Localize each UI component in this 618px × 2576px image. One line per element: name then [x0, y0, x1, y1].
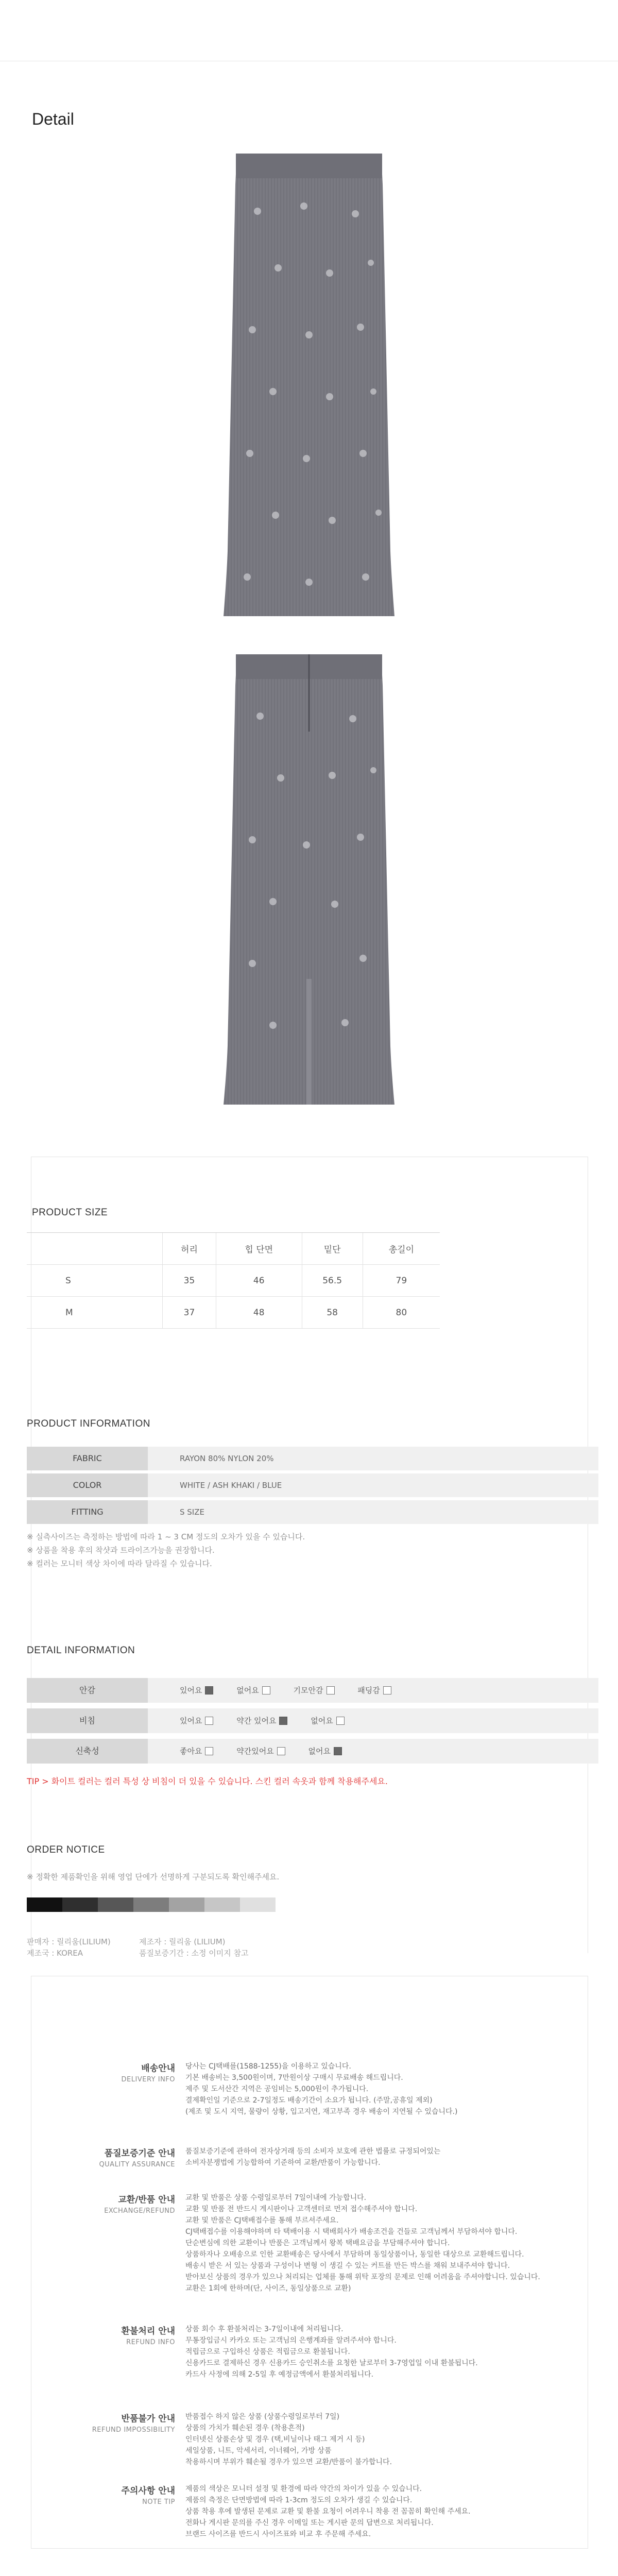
brand-info-left: 판매자 : 릴리움(LILIUM) 제조국 : KOREA [27, 1937, 111, 1958]
table-header-cell: 밑단 [302, 1233, 363, 1265]
table-cell: 79 [363, 1265, 440, 1297]
detail-title: Detail [32, 110, 74, 128]
option-item: 좋아요 [180, 1739, 213, 1764]
table-header-cell: 허리 [163, 1233, 216, 1265]
info-label: COLOR [27, 1473, 148, 1497]
detail-label: 신축성 [27, 1739, 148, 1764]
guide-text: 상품 회수 후 환불처리는 3-7일이내에 처리됩니다. 무통장입금시 카카오 또는 고객님의 은행계좌를 알려주셔야 합니다. 적립금으로 구입하신 상품은 적립금으로 환불됩니다. 신용카드로 결제하신 경우 신용카드 승인취소를 요청한 날로부터 3-7영업일 이내 환불됩니다. 카드사 사정에 의해 2-5일 후 예정금액에서 환불처리됩니다. [185, 2325, 478, 2379]
product-information-title: PRODUCT INFORMATION [27, 1418, 150, 1429]
table-cell: 35 [163, 1265, 216, 1297]
checkbox-checked-icon[interactable] [205, 1686, 213, 1694]
brand-info-right: 제조자 : 릴리움 (LILIUM) 품질보증기간 : 소정 이미지 참고 [139, 1937, 249, 1958]
table-cell: 46 [216, 1265, 302, 1297]
guide-heading: 반품불가 안내 [121, 2414, 175, 2424]
table-cell: 58 [302, 1297, 363, 1329]
table-row [27, 1233, 440, 1265]
checkbox-icon[interactable] [336, 1717, 345, 1725]
size-table [27, 1232, 440, 1329]
stretch-row [27, 1739, 598, 1764]
guide-heading: 교환/반품 안내 [118, 2195, 175, 2205]
stretch-options [148, 1739, 598, 1764]
info-value: RAYON 80% NYLON 20% [148, 1447, 598, 1470]
table-cell: 48 [216, 1297, 302, 1329]
checkbox-checked-icon[interactable] [279, 1717, 287, 1725]
table-cell: S [27, 1265, 163, 1297]
info-label: FABRIC [27, 1447, 148, 1470]
table-cell: 56.5 [302, 1265, 363, 1297]
order-notice-title: ORDER NOTICE [27, 1844, 105, 1855]
option-item: 기모안감 [294, 1678, 335, 1703]
guide-heading: 주의사항 안내 [121, 2486, 175, 2496]
table-cell: 80 [363, 1297, 440, 1329]
color-swatch [204, 1897, 240, 1912]
checkbox-icon[interactable] [205, 1747, 213, 1755]
sheerness-options [148, 1708, 598, 1733]
detail-label: 안감 [27, 1678, 148, 1703]
info-value: WHITE / ASH KHAKI / BLUE [148, 1473, 598, 1497]
skirt-back-photo [175, 649, 443, 1113]
color-row [27, 1473, 598, 1497]
option-item: 없어요 [308, 1739, 342, 1764]
guide-subheading: REFUND INFO [126, 2338, 175, 2346]
guide-subheading: REFUND IMPOSSIBILITY [92, 2426, 175, 2434]
color-swatch [27, 1897, 62, 1912]
info-value: S SIZE [148, 1500, 598, 1524]
option-item: 있어요 [180, 1708, 213, 1733]
table-row [27, 1297, 440, 1329]
guide-text: 제품의 색상은 모니터 설정 및 환경에 따라 약간의 차이가 있을 수 있습니다. 제품의 측정은 단면방법에 따라 1-3cm 정도의 오차가 생길 수 있습니다. 상품 착용 후에 발생된 문제로 교환 및 환불 요청이 어려우니 착용 전 꼼꼼히 확인해 주세요. 전화나 게시판 문의를 주신 경우 이메일 또는 게시판 문의 답변으로 처리됩니다. 브랜드 사이즈를 반드시 사이즈표와 비교 후 주문해 주세요. [185, 2485, 471, 2538]
guide-heading: 환불처리 안내 [121, 2326, 175, 2336]
guide-text: 반품접수 하지 않은 상품 (상품수령일로부터 7일) 상품의 가치가 훼손된 경우 (착용흔적) 인터넷신 상품손상 및 경우 (택,비닐이나 태그 제거 시 등) 세일상품, 니트, 악세서리, 이너웨어, 가방 상품 착용하시며 부위가 훼손될 경우가 있으면 교환/반품이 불가합니다. [185, 2413, 392, 2466]
table-header-cell [27, 1233, 163, 1265]
guide-text: 교환 및 반품은 상품 수령일로부터 7일이내에 가능합니다. 교환 및 반품 전 반드시 게시판이나 고객센터로 먼저 접수해주셔야 합니다. 교환 및 반품은 CJ택배접수를 통해 부르셔주세요. CJ택배접수를 이용해야하며 타 택배이용 시 택배회사가 배송조건을 건들로 고객님께서 부담하셔야 합니다. 단순변심에 의한 교환이나 반품은 고객님께서 왕복 택배요금을 부담해주셔야 합니다. 상품하자나 오배송으로 인한 교환배송은 당사에서 부담하며 동일상품이나, 동일한 대상으로 교환해드립니다. 배송시 받은 서 있는 상품과 구성이나 변형 이 생길 수 있는 커트를 만든 박스를 채워 보내주셔야 합니다. 받아보신 상품의 경우가 있으나 처리되는 업체를 통해 위탁 포장의 문제로 인해 어려움을 주셔야합니다. 있습니다. 교환은 1회에 한하며(단, 사이즈, 동일상품으로 교환) [185, 2194, 540, 2293]
checkbox-icon[interactable] [205, 1717, 213, 1725]
lining-row [27, 1678, 598, 1703]
table-row [27, 1265, 440, 1297]
guide-subheading: NOTE TIP [142, 2498, 175, 2506]
table-header-cell: 총길이 [363, 1233, 440, 1265]
option-item: 없어요 [311, 1708, 344, 1733]
color-swatch [133, 1897, 169, 1912]
table-cell: M [27, 1297, 163, 1329]
guide-subheading: EXCHANGE/REFUND [104, 2207, 175, 2215]
table-cell: 37 [163, 1297, 216, 1329]
option-item: 약간 있어요 [236, 1708, 287, 1733]
table-header-cell: 힙 단면 [216, 1233, 302, 1265]
info-notes [27, 1530, 305, 1570]
option-item: 약간있어요 [236, 1739, 285, 1764]
checkbox-icon[interactable] [327, 1686, 335, 1694]
checkbox-icon[interactable] [277, 1747, 285, 1755]
fitting-row [27, 1500, 598, 1524]
note-line: ※ 컬러는 모니터 색상 차이에 따라 달라질 수 있습니다. [27, 1559, 212, 1568]
option-item: 패딩감 [357, 1678, 391, 1703]
option-item: 없어요 [236, 1678, 270, 1703]
guide-subheading: QUALITY ASSURANCE [99, 2161, 175, 2168]
guide-text: 품질보증기준에 관하여 전자상거래 등의 소비자 보호에 관한 법률로 규정되어있는 소비자분쟁법에 기능합하여 기준하여 교환/반품이 가능합니다. [185, 2147, 441, 2167]
option-item: 있어요 [180, 1678, 213, 1703]
detail-information-title: DETAIL INFORMATION [27, 1645, 135, 1656]
guide-heading: 품질보증기준 안내 [104, 2148, 175, 2159]
note-line: ※ 상품을 착용 후의 착샷과 트라이즈가능을 권장합니다. [27, 1546, 215, 1555]
lining-options [148, 1678, 598, 1703]
checkbox-icon[interactable] [262, 1686, 270, 1694]
tip-text: TIP > 화이트 컬러는 컬러 특성 상 비침이 더 있을 수 있습니다. 스킨 컬러 속옷과 함께 착용해주세요. [27, 1776, 388, 1786]
info-label: FITTING [27, 1500, 148, 1524]
product-size-title: PRODUCT SIZE [32, 1207, 108, 1218]
color-swatch [240, 1897, 276, 1912]
sheerness-row [27, 1708, 598, 1733]
guide-heading: 배송안내 [141, 2063, 175, 2074]
color-swatch [169, 1897, 204, 1912]
order-notice-subtitle: ※ 정확한 제품확인을 위해 영업 단에가 선명하게 구분되도록 확인해주세요. [27, 1872, 280, 1882]
checkbox-icon[interactable] [383, 1686, 391, 1694]
color-swatch [62, 1897, 98, 1912]
note-line: ※ 실측사이즈는 측정하는 방법에 따라 1 ~ 3 CM 정도의 오차가 있을 수 있습니다. [27, 1532, 305, 1541]
checkbox-checked-icon[interactable] [334, 1747, 342, 1755]
color-swatch [98, 1897, 133, 1912]
fabric-row [27, 1447, 598, 1470]
skirt-front-photo [175, 149, 443, 623]
guide-text: 당사는 CJ택배를(1588-1255)을 이용하고 있습니다. 기본 배송비는 3,500원이며, 7만원이상 구매시 무료배송 해드립니다. 제주 및 도서산간 지역은 공임비는 5,000원이 추가됩니다. 결제확인일 기준으로 2-7일정도 배송기간이 소요가 됩니다. (주말,공휴일 제외) (제조 및 도시 지역, 물량이 상황, 입고지연, 재고부족 경우 배송이 지연될 수 있습니다.) [185, 2062, 458, 2116]
guide-subheading: DELIVERY INFO [121, 2076, 175, 2083]
detail-label: 비침 [27, 1708, 148, 1733]
